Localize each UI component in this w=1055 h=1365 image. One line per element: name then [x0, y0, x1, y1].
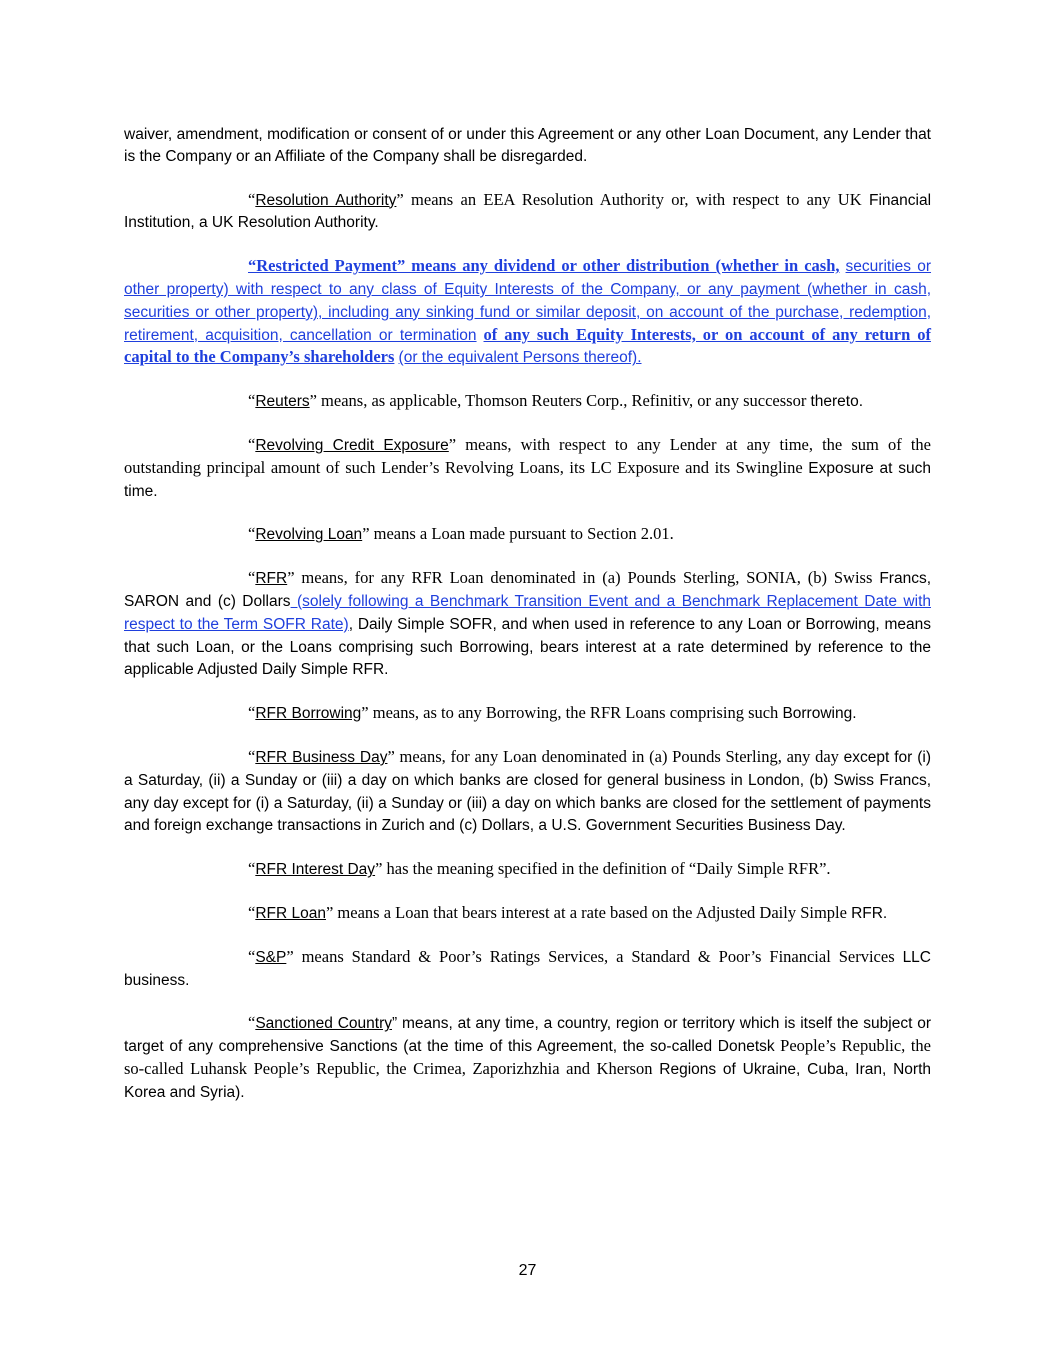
inserted-text: (or the equivalent Persons thereof). — [398, 349, 642, 367]
defined-term: Resolution Authority — [255, 191, 397, 209]
paragraph-continuation — [124, 124, 931, 168]
definition-reuters: “Reuters” means, as applicable, Thomson Reuters Corp., Refinitiv, or any successor thereto. — [248, 391, 864, 411]
defined-term: S&P — [255, 948, 287, 966]
defined-term: RFR Interest Day — [255, 861, 376, 879]
definition-rfr-business-day: “RFR Business Day” means, for any Loan denominated in (a) Pounds Sterling, any day except for (i) a Saturday, (ii) a Sunday or (iii) a day on which banks are closed for general business in London, (b) Swiss Francs, any day except for (i) a Saturday, (ii) a Sunday or (iii) a day on which banks are closed for the settlement of payments and foreign exchange transactions in Zurich and (c) Dollars, a U.S. Government Securities Business Day. — [124, 746, 931, 835]
paragraph-text: waiver, amendment, modification or consent of or under this Agreement or any other Loan Document, any Lender that is the Company or an Affiliate of the Company shall be disregarded. — [124, 126, 931, 165]
defined-term: RFR — [255, 570, 288, 588]
defined-term: Revolving Loan — [255, 526, 363, 544]
defined-term: Revolving Credit Exposure — [255, 436, 449, 454]
definition-rfr-borrowing: “RFR Borrowing” means, as to any Borrowing, the RFR Loans comprising such Borrowing. — [248, 703, 857, 723]
definition-sanctioned-country: “Sanctioned Country” means, at any time, a country, region or territory which is itself the subject or target of any comprehensive Sanctions (at the time of this Agreement, the so-called Donetsk People’s Republic, the so-called Luhansk People’s Republic, the Crimea, Zaporizhzhia and Kherson Regions of Ukraine, Cuba, Iran, North Korea and Syria). — [124, 1013, 932, 1101]
document-body — [124, 124, 931, 1125]
defined-term: Sanctioned Country — [255, 1015, 392, 1033]
defined-term: Reuters — [255, 393, 310, 411]
defined-term: RFR Business Day — [255, 748, 388, 766]
defined-term: RFR Loan — [255, 904, 326, 922]
definition-rfr-interest-day: “RFR Interest Day” has the meaning specified in the definition of “Daily Simple RFR”. — [248, 859, 831, 879]
inserted-text: securities or other property) with respect to any class of Equity Interests of the Company, or any payment (whether in cash, securities or other property), including any sinking fund or similar deposit, on account of the purchase, redemption, retirement, acquisition, cancellation or termination — [124, 258, 932, 344]
definition-s-and-p: “S&P” means Standard & Poor’s Ratings Services, a Standard & Poor’s Financial Services LLC business. — [124, 946, 931, 989]
inserted-text: “Restricted Payment” means any dividend or other distribution (whether in cash, — [248, 256, 840, 276]
definition-rfr: “RFR” means, for any RFR Loan denominated in (a) Pounds Sterling, SONIA, (b) Swiss Francs, SARON and (c) Dollars (solely following a Benchmark Transition Event and a Benchmark Replacement Date with respect to the Term SOFR Rate), Daily Simple SOFR, and when used in reference to any Loan or Borrowing, means that such Loan, or the Loans comprising such Borrowing, bears interest at a rate determined by reference to the applicable Adjusted Daily Simple RFR. — [124, 568, 932, 679]
definition-resolution-authority: “Resolution Authority” means an EEA Resolution Authority or, with respect to any UK Financial Institution, a UK Resolution Authority. — [124, 189, 932, 232]
inserted-text: of any such Equity Interests, or on account of any return of capital to the Company’s shareholders — [124, 324, 931, 367]
inserted-text: (solely following a Benchmark Transition Event and a Benchmark Replacement Date with respect to the Term SOFR Rate) — [124, 592, 931, 633]
definition-revolving-loan: “Revolving Loan” means a Loan made pursuant to Section 2.01. — [248, 524, 674, 544]
definition-restricted-payment-inserted — [124, 255, 931, 369]
definition-rfr-loan: “RFR Loan” means a Loan that bears interest at a rate based on the Adjusted Daily Simple RFR. — [248, 902, 888, 922]
defined-term: RFR Borrowing — [255, 705, 362, 723]
page-number: 27 — [518, 1262, 537, 1279]
definition-revolving-credit-exposure: “Revolving Credit Exposure” means, with respect to any Lender at any time, the sum of the outstanding principal amount of such Lender’s Revolving Loans, its LC Exposure and its Swingline Exposure at such time. — [124, 434, 931, 500]
